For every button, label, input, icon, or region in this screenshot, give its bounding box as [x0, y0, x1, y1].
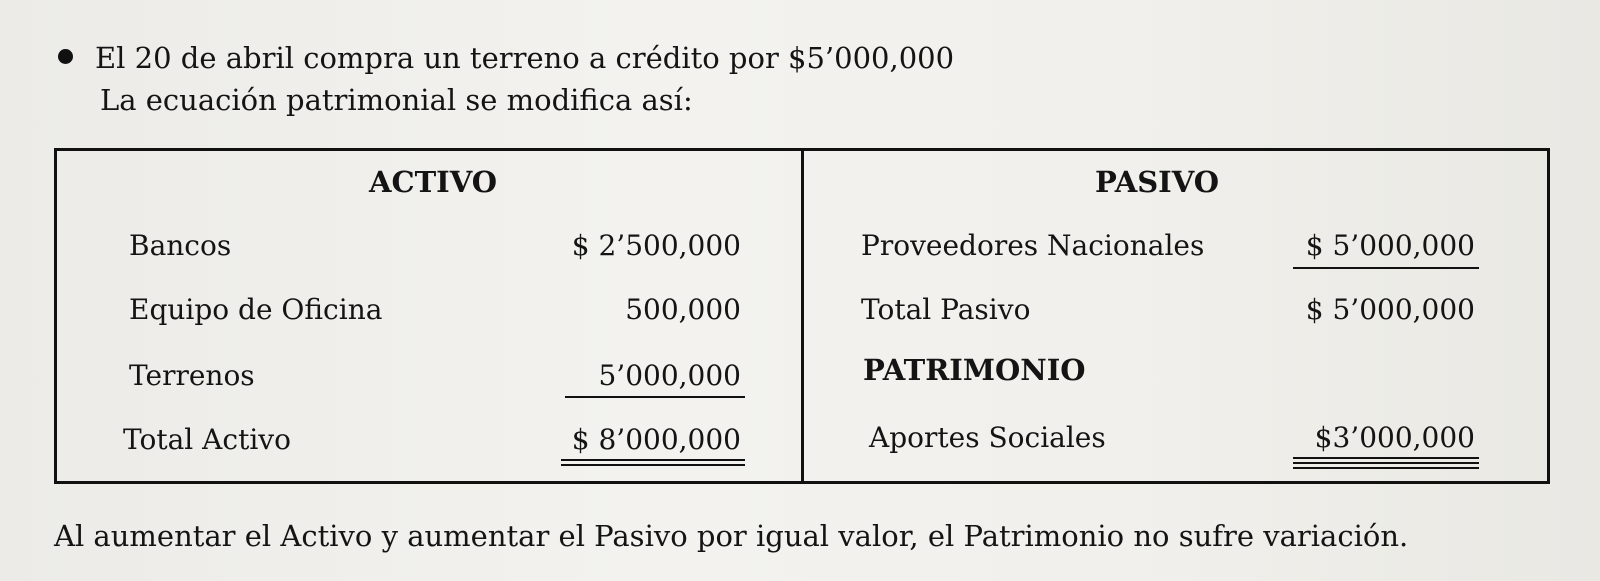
activo-value-bancos: $ 2’500,000 — [571, 229, 741, 262]
aportes-underline-1 — [1293, 457, 1479, 459]
total-activo-underline-2 — [561, 464, 745, 466]
pasivo-value-proveedores: $ 5’000,000 — [1305, 229, 1475, 262]
total-activo-underline-1 — [561, 459, 745, 461]
activo-label-total: Total Activo — [123, 423, 291, 456]
conclusion-text: Al aumentar el Activo y aumentar el Pasivo por igual valor, el Patrimonio no sufre variación. — [54, 519, 1409, 553]
proveedores-underline — [1293, 267, 1479, 269]
activo-value-equipo: 500,000 — [625, 293, 741, 326]
patrimonio-value-aportes: $3’000,000 — [1314, 421, 1475, 454]
pasivo-value-total: $ 5’000,000 — [1305, 293, 1475, 326]
pasivo-label-proveedores: Proveedores Nacionales — [861, 229, 1205, 262]
aportes-underline-2 — [1293, 462, 1479, 464]
activo-heading: ACTIVO — [369, 165, 497, 199]
intro-subtext: La ecuación patrimonial se modifica así: — [100, 83, 693, 117]
pasivo-label-total: Total Pasivo — [861, 293, 1031, 326]
pasivo-heading: PASIVO — [1095, 165, 1219, 199]
terrenos-underline — [565, 396, 745, 398]
activo-label-bancos: Bancos — [129, 229, 232, 262]
activo-value-terrenos: 5’000,000 — [598, 359, 741, 392]
column-divider — [801, 151, 804, 481]
aportes-underline-3 — [1293, 467, 1479, 469]
bullet-dot-icon — [58, 49, 73, 64]
activo-value-total: $ 8’000,000 — [571, 423, 741, 456]
bullet-item — [58, 40, 954, 76]
balance-table — [54, 148, 1550, 484]
patrimonio-heading: PATRIMONIO — [863, 353, 1086, 387]
activo-label-terrenos: Terrenos — [129, 359, 255, 392]
bullet-text: El 20 de abril compra un terreno a crédito por $5’000,000 — [95, 41, 955, 75]
patrimonio-label-aportes: Aportes Sociales — [869, 421, 1106, 454]
activo-label-equipo: Equipo de Oficina — [129, 293, 383, 326]
